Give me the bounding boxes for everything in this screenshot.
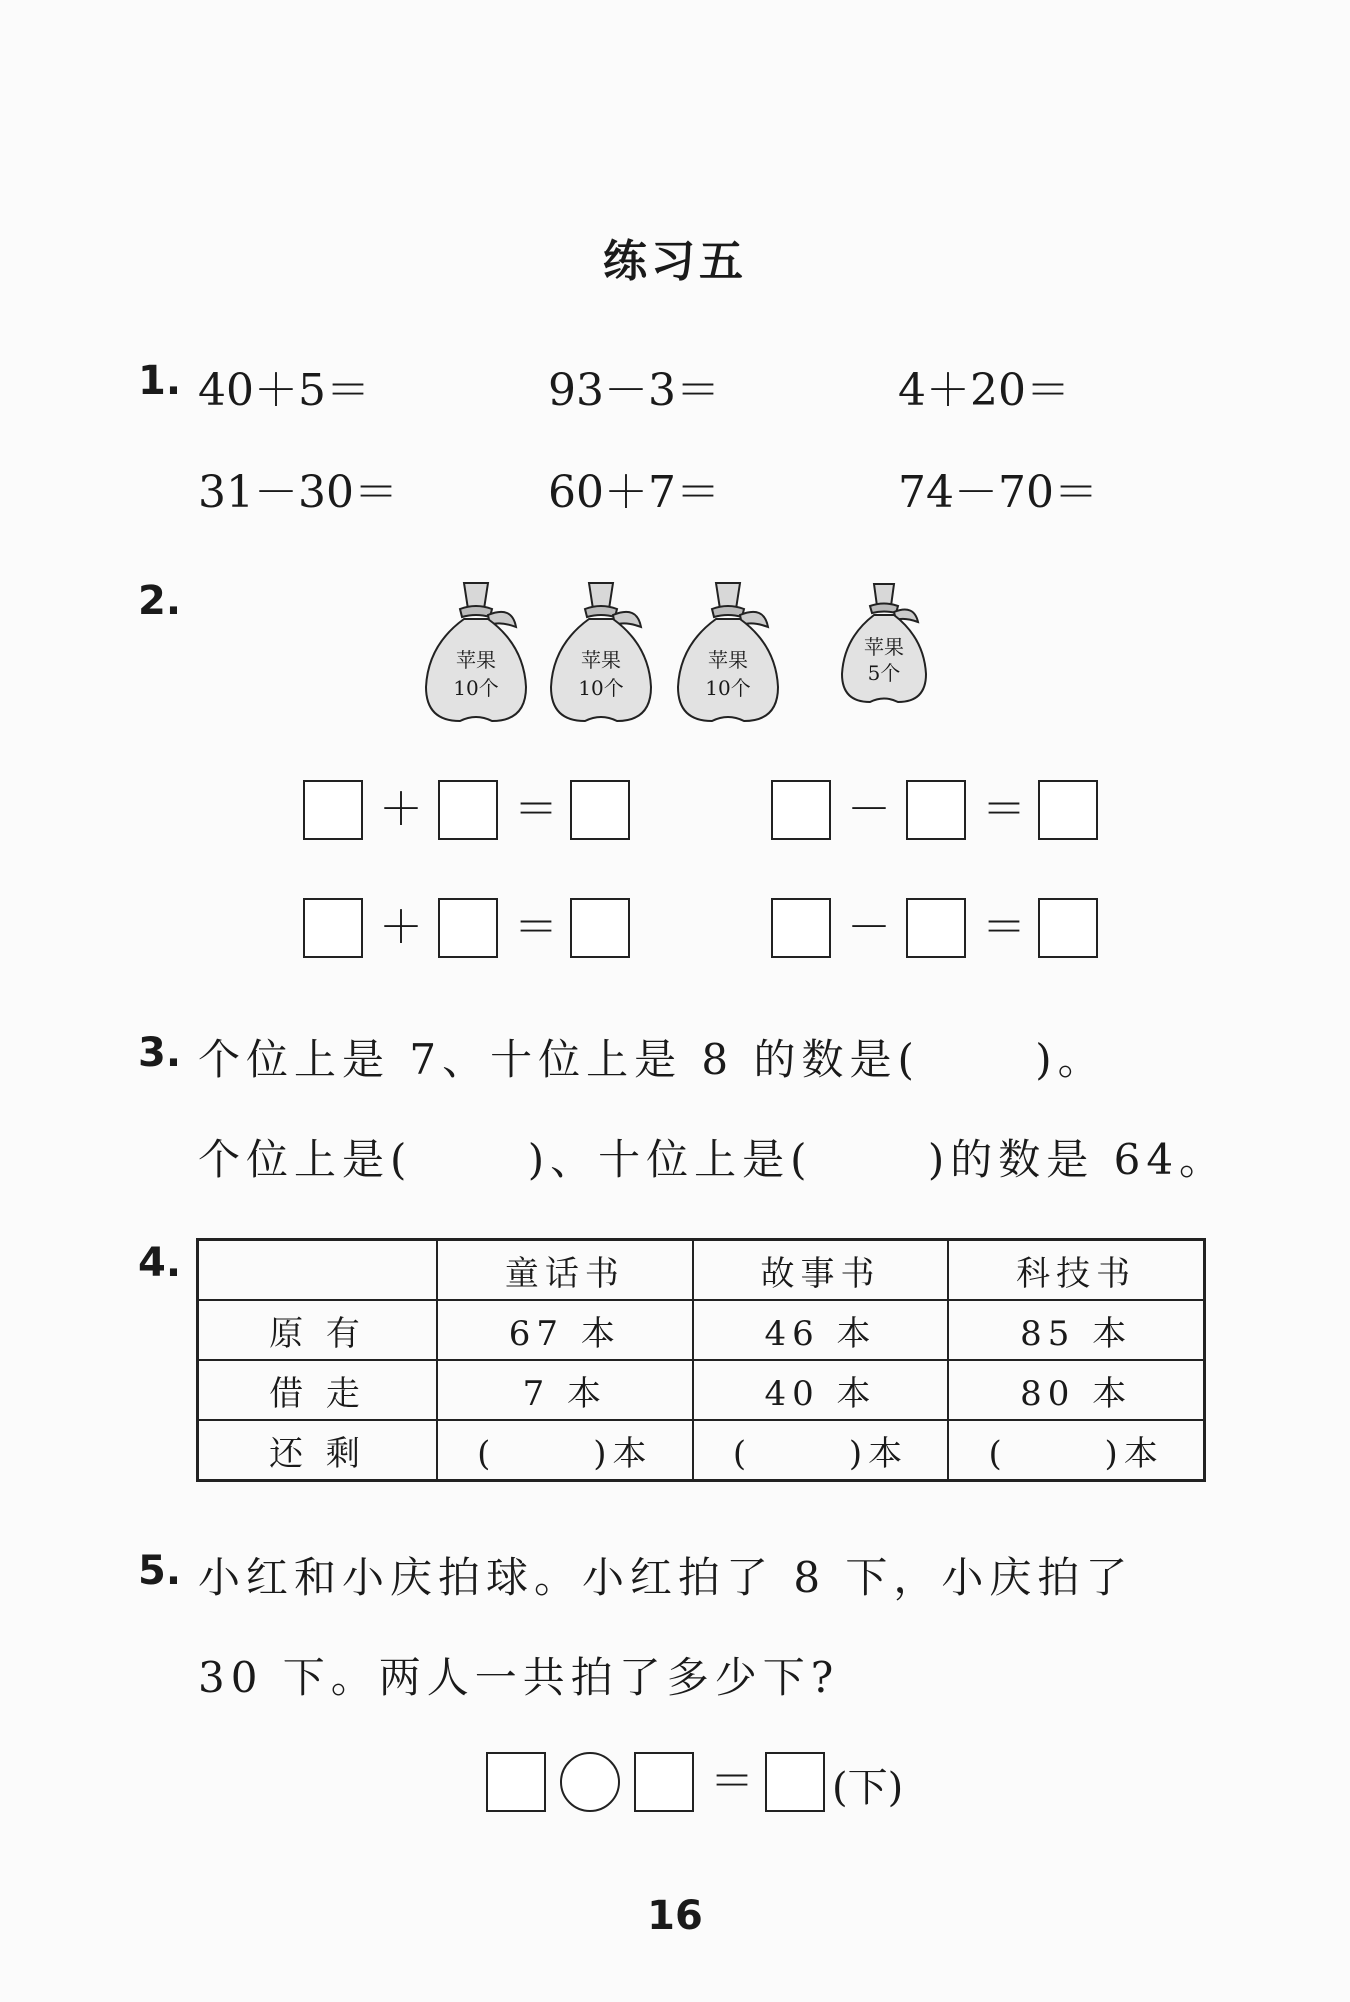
plus-sign: ＋ — [379, 784, 423, 835]
bag-count: 5个 — [867, 661, 901, 685]
bag-label: 苹果 — [708, 648, 748, 672]
table-cell: 80 本 — [948, 1360, 1204, 1420]
answer-box[interactable] — [486, 1752, 546, 1812]
bag-label: 苹果 — [581, 648, 621, 672]
minus-sign: － — [847, 784, 891, 835]
question-5-number: 5. — [138, 1548, 182, 1594]
table-row — [198, 1420, 1205, 1481]
row-label: 还 剩 — [198, 1420, 438, 1481]
table-header-row — [198, 1240, 1205, 1301]
apple-bag — [545, 575, 657, 725]
answer-box[interactable] — [303, 780, 363, 840]
table-row — [198, 1360, 1205, 1420]
answer-box[interactable] — [570, 898, 630, 958]
table-header: 童话书 — [437, 1240, 693, 1301]
equals-sign: ＝ — [982, 902, 1026, 953]
equals-sign: ＝ — [710, 1756, 754, 1807]
row-label: 原 有 — [198, 1300, 438, 1360]
equals-sign: ＝ — [514, 784, 558, 835]
answer-box[interactable] — [771, 898, 831, 958]
q1-expr: 74－70＝ — [898, 467, 1098, 518]
answer-box[interactable] — [634, 1752, 694, 1812]
question-3-number: 3. — [138, 1030, 182, 1076]
q5-line-2: 30 下。两人一共拍了多少下? — [198, 1653, 840, 1702]
apple-bag-small — [836, 578, 932, 706]
q5-line-1: 小红和小庆拍球。小红拍了 8 下，小庆拍了 — [198, 1553, 1134, 1602]
table-row — [198, 1300, 1205, 1360]
bag-count: 10个 — [705, 676, 751, 700]
question-4-number: 4. — [138, 1240, 182, 1286]
plus-sign: ＋ — [379, 902, 423, 953]
page-title: 练习五 — [603, 236, 747, 287]
unit-label: (下) — [832, 1765, 904, 1811]
answer-box[interactable] — [771, 780, 831, 840]
answer-box[interactable] — [438, 898, 498, 958]
table-header: 故事书 — [693, 1240, 949, 1301]
table-cell: 67 本 — [437, 1300, 693, 1360]
bag-count: 10个 — [578, 676, 624, 700]
question-1-number: 1. — [138, 358, 182, 404]
answer-box[interactable] — [906, 898, 966, 958]
answer-box[interactable] — [570, 780, 630, 840]
q3-line-1: 个位上是 7、十位上是 8 的数是( )。 — [198, 1035, 1106, 1084]
bag-count: 10个 — [453, 676, 499, 700]
q3-line-2: 个位上是( )、十位上是( )的数是 64。 — [198, 1135, 1228, 1184]
equals-sign: ＝ — [514, 902, 558, 953]
books-table — [196, 1238, 1206, 1482]
q1-expr: 31－30＝ — [198, 467, 398, 518]
table-cell: 85 本 — [948, 1300, 1204, 1360]
page-number: 16 — [647, 1893, 703, 1939]
q1-expr: 40＋5＝ — [198, 365, 370, 416]
table-cell: 40 本 — [693, 1360, 949, 1420]
answer-box[interactable] — [906, 780, 966, 840]
apple-bag — [672, 575, 784, 725]
answer-box[interactable] — [765, 1752, 825, 1812]
table-header: 科技书 — [948, 1240, 1204, 1301]
apple-bag — [420, 575, 532, 725]
answer-cell[interactable]: ( )本 — [693, 1420, 949, 1481]
row-label: 借 走 — [198, 1360, 438, 1420]
answer-cell[interactable]: ( )本 — [437, 1420, 693, 1481]
answer-box[interactable] — [1038, 780, 1098, 840]
answer-cell[interactable]: ( )本 — [948, 1420, 1204, 1481]
table-cell: 46 本 — [693, 1300, 949, 1360]
answer-box[interactable] — [1038, 898, 1098, 958]
operator-circle[interactable] — [560, 1752, 620, 1812]
table-header — [198, 1240, 438, 1301]
table-cell: 7 本 — [437, 1360, 693, 1420]
bag-label: 苹果 — [456, 648, 496, 672]
minus-sign: － — [847, 902, 891, 953]
question-2-number: 2. — [138, 578, 182, 624]
answer-box[interactable] — [438, 780, 498, 840]
answer-box[interactable] — [303, 898, 363, 958]
q1-expr: 4＋20＝ — [898, 365, 1070, 416]
q1-expr: 93－3＝ — [548, 365, 720, 416]
q1-expr: 60＋7＝ — [548, 467, 720, 518]
bag-label: 苹果 — [864, 635, 904, 659]
equals-sign: ＝ — [982, 784, 1026, 835]
